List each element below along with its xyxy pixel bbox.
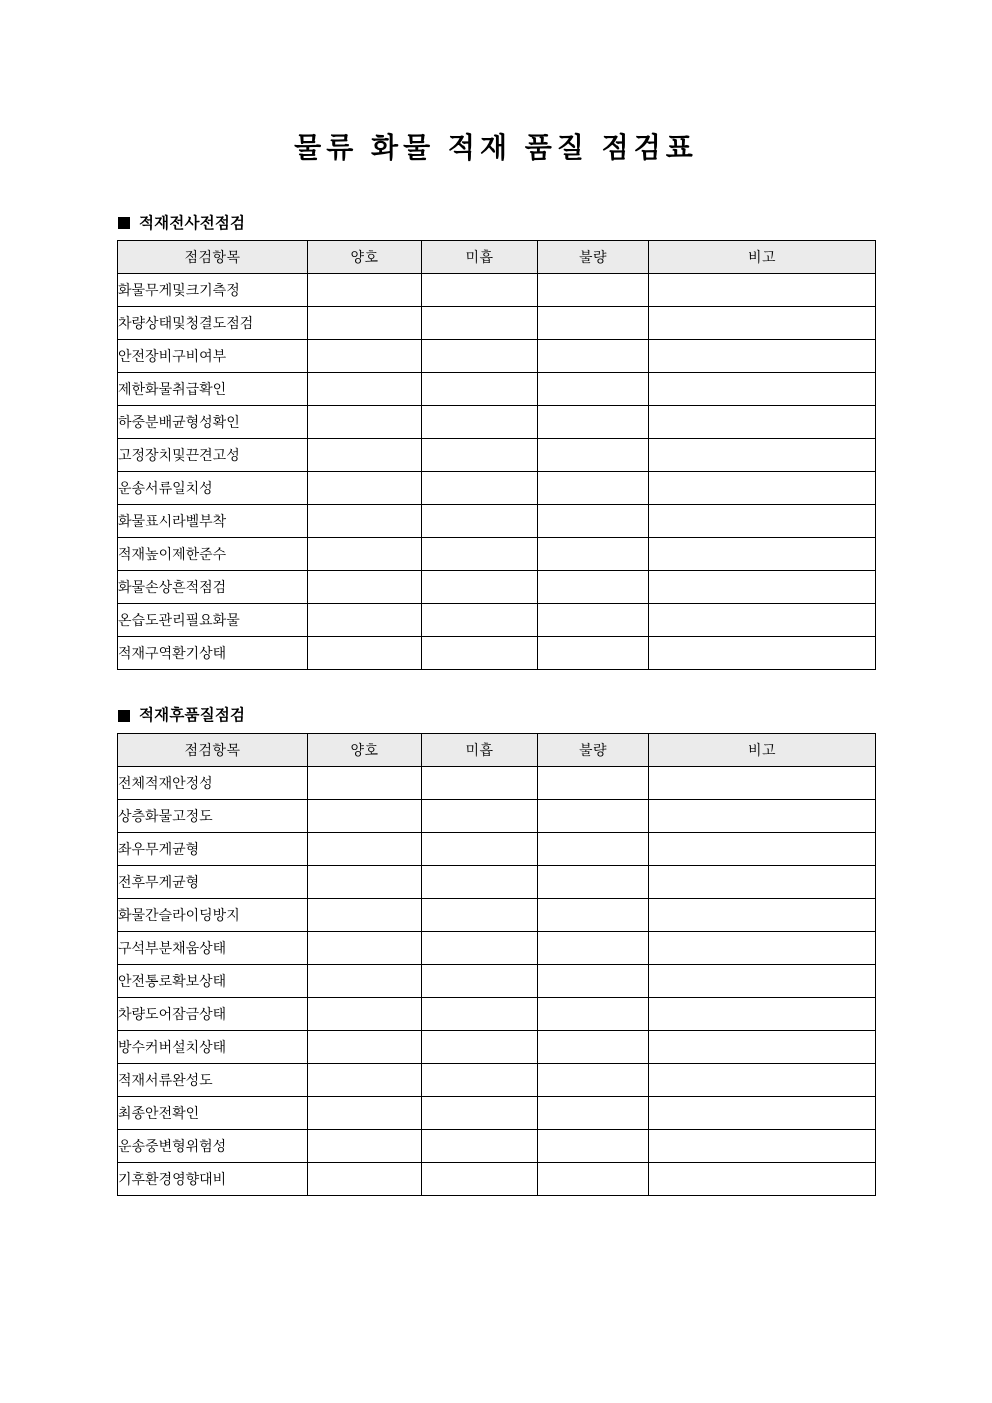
checkbox-cell-poor[interactable] — [538, 1129, 649, 1162]
remark-cell[interactable] — [649, 1129, 876, 1162]
remark-cell[interactable] — [649, 406, 876, 439]
inspection-item-label: 전체적재안정성 — [118, 766, 308, 799]
checkbox-cell-poor[interactable] — [538, 340, 649, 373]
table-row — [118, 538, 876, 571]
inspection-item-label: 적재높이제한준수 — [118, 538, 308, 571]
inspection-item-label: 전후무게균형 — [118, 865, 308, 898]
checkbox-cell-good[interactable] — [308, 406, 422, 439]
checkbox-cell-good[interactable] — [308, 439, 422, 472]
checkbox-cell-good[interactable] — [308, 373, 422, 406]
table-row — [118, 1030, 876, 1063]
table-row — [118, 898, 876, 931]
remark-cell[interactable] — [649, 1030, 876, 1063]
bullet-square-icon — [118, 710, 130, 722]
remark-cell[interactable] — [649, 964, 876, 997]
checkbox-cell-poor[interactable] — [538, 1162, 649, 1195]
table-row — [118, 604, 876, 637]
remark-cell[interactable] — [649, 898, 876, 931]
checkbox-cell-fair[interactable] — [422, 274, 538, 307]
checkbox-cell-fair[interactable] — [422, 571, 538, 604]
checkbox-cell-fair[interactable] — [422, 604, 538, 637]
checkbox-cell-good[interactable] — [308, 964, 422, 997]
section-header — [117, 216, 875, 232]
inspection-item-label: 안전통로확보상태 — [118, 964, 308, 997]
checkbox-cell-fair[interactable] — [422, 898, 538, 931]
remark-cell[interactable] — [649, 274, 876, 307]
checkbox-cell-poor[interactable] — [538, 307, 649, 340]
checkbox-cell-fair[interactable] — [422, 340, 538, 373]
remark-cell[interactable] — [649, 538, 876, 571]
checkbox-cell-fair[interactable] — [422, 865, 538, 898]
remark-cell[interactable] — [649, 604, 876, 637]
remark-cell[interactable] — [649, 1096, 876, 1129]
checkbox-cell-poor[interactable] — [538, 799, 649, 832]
checkbox-cell-fair[interactable] — [422, 997, 538, 1030]
checkbox-cell-good[interactable] — [308, 472, 422, 505]
checkbox-cell-good[interactable] — [308, 274, 422, 307]
checkbox-cell-good[interactable] — [308, 604, 422, 637]
inspection-item-label: 최종안전확인 — [118, 1096, 308, 1129]
checkbox-cell-fair[interactable] — [422, 472, 538, 505]
checkbox-cell-good[interactable] — [308, 1162, 422, 1195]
checkbox-cell-poor[interactable] — [538, 406, 649, 439]
checkbox-cell-poor[interactable] — [538, 637, 649, 670]
remark-cell[interactable] — [649, 832, 876, 865]
checkbox-cell-fair[interactable] — [422, 964, 538, 997]
checkbox-cell-fair[interactable] — [422, 439, 538, 472]
inspection-item-label: 운송중변형위험성 — [118, 1129, 308, 1162]
inspection-item-label: 차량상태및청결도점검 — [118, 307, 308, 340]
remark-cell[interactable] — [649, 571, 876, 604]
checkbox-cell-poor[interactable] — [538, 865, 649, 898]
checkbox-cell-fair[interactable] — [422, 307, 538, 340]
post-loading-checklist-table — [117, 733, 876, 1196]
checkbox-cell-poor[interactable] — [538, 898, 649, 931]
checkbox-cell-good[interactable] — [308, 997, 422, 1030]
table-row — [118, 1162, 876, 1195]
inspection-item-label: 화물손상흔적점검 — [118, 571, 308, 604]
inspection-item-label: 온습도관리필요화물 — [118, 604, 308, 637]
inspection-item-label: 화물무게및크기측정 — [118, 274, 308, 307]
checkbox-cell-fair[interactable] — [422, 505, 538, 538]
inspection-item-label: 운송서류일치성 — [118, 472, 308, 505]
inspection-item-label: 차량도어잠금상태 — [118, 997, 308, 1030]
page-title: 물류 화물 적재 품질 점검표 — [294, 132, 698, 163]
inspection-item-label: 하중분배균형성확인 — [118, 406, 308, 439]
table-row — [118, 1063, 876, 1096]
checkbox-cell-poor[interactable] — [538, 373, 649, 406]
table-row — [118, 637, 876, 670]
table-row — [118, 997, 876, 1030]
remark-cell[interactable] — [649, 439, 876, 472]
inspection-item-label: 구석부분채움상태 — [118, 931, 308, 964]
checkbox-cell-fair[interactable] — [422, 1096, 538, 1129]
table-row — [118, 340, 876, 373]
remark-cell[interactable] — [649, 505, 876, 538]
checkbox-cell-good[interactable] — [308, 931, 422, 964]
column-header-item: 점검항목 — [118, 733, 308, 766]
column-header-item: 점검항목 — [118, 241, 308, 274]
bullet-square-icon — [118, 217, 130, 229]
inspection-item-label: 상층화물고정도 — [118, 799, 308, 832]
remark-cell[interactable] — [649, 340, 876, 373]
column-header-poor: 불량 — [538, 733, 649, 766]
column-header-good: 양호 — [308, 241, 422, 274]
inspection-item-label: 적재서류완성도 — [118, 1063, 308, 1096]
column-header-fair: 미흡 — [422, 733, 538, 766]
checkbox-cell-poor[interactable] — [538, 505, 649, 538]
checkbox-cell-good[interactable] — [308, 538, 422, 571]
section-title: 적재전사전점검 — [139, 214, 246, 232]
table-row — [118, 865, 876, 898]
remark-cell[interactable] — [649, 931, 876, 964]
section-header — [117, 708, 875, 724]
remark-cell[interactable] — [649, 307, 876, 340]
table-row — [118, 307, 876, 340]
inspection-item-label: 제한화물취급확인 — [118, 373, 308, 406]
checkbox-cell-poor[interactable] — [538, 832, 649, 865]
table-row — [118, 1129, 876, 1162]
table-row — [118, 766, 876, 799]
checkbox-cell-poor[interactable] — [538, 439, 649, 472]
inspection-item-label: 적재구역환기상태 — [118, 637, 308, 670]
checkbox-cell-fair[interactable] — [422, 1162, 538, 1195]
checkbox-cell-fair[interactable] — [422, 538, 538, 571]
checkbox-cell-good[interactable] — [308, 571, 422, 604]
remark-cell[interactable] — [649, 766, 876, 799]
checkbox-cell-good[interactable] — [308, 340, 422, 373]
checkbox-cell-fair[interactable] — [422, 406, 538, 439]
checkbox-cell-poor[interactable] — [538, 1030, 649, 1063]
checkbox-cell-good[interactable] — [308, 1129, 422, 1162]
remark-cell[interactable] — [649, 472, 876, 505]
inspection-item-label: 화물간슬라이딩방지 — [118, 898, 308, 931]
section-pre-loading-inspection — [117, 165, 875, 671]
table-row — [118, 571, 876, 604]
table-row — [118, 472, 876, 505]
checkbox-cell-fair[interactable] — [422, 799, 538, 832]
table-row — [118, 1096, 876, 1129]
remark-cell[interactable] — [649, 1063, 876, 1096]
column-header-good: 양호 — [308, 733, 422, 766]
checkbox-cell-good[interactable] — [308, 1030, 422, 1063]
section-title: 적재후품질점검 — [139, 707, 246, 725]
checkbox-cell-poor[interactable] — [538, 1063, 649, 1096]
table-row — [118, 274, 876, 307]
checkbox-cell-good[interactable] — [308, 832, 422, 865]
column-header-poor: 불량 — [538, 241, 649, 274]
checkbox-cell-fair[interactable] — [422, 931, 538, 964]
remark-cell[interactable] — [649, 637, 876, 670]
table-row — [118, 505, 876, 538]
table-row — [118, 799, 876, 832]
column-header-fair: 미흡 — [422, 241, 538, 274]
checkbox-cell-good[interactable] — [308, 637, 422, 670]
checkbox-cell-fair[interactable] — [422, 637, 538, 670]
checkbox-cell-poor[interactable] — [538, 604, 649, 637]
checkbox-cell-poor[interactable] — [538, 571, 649, 604]
inspection-item-label: 고정장치및끈견고성 — [118, 439, 308, 472]
checkbox-cell-fair[interactable] — [422, 766, 538, 799]
inspection-item-label: 화물표시라벨부착 — [118, 505, 308, 538]
remark-cell[interactable] — [649, 373, 876, 406]
checkbox-cell-poor[interactable] — [538, 274, 649, 307]
remark-cell[interactable] — [649, 1162, 876, 1195]
checkbox-cell-poor[interactable] — [538, 538, 649, 571]
table-header-row — [118, 241, 876, 274]
inspection-item-label: 안전장비구비여부 — [118, 340, 308, 373]
remark-cell[interactable] — [649, 865, 876, 898]
checkbox-cell-good[interactable] — [308, 865, 422, 898]
checkbox-cell-fair[interactable] — [422, 1030, 538, 1063]
checkbox-cell-poor[interactable] — [538, 964, 649, 997]
checkbox-cell-poor[interactable] — [538, 1096, 649, 1129]
checkbox-cell-fair[interactable] — [422, 1129, 538, 1162]
inspection-item-label: 좌우무게균형 — [118, 832, 308, 865]
checkbox-cell-fair[interactable] — [422, 832, 538, 865]
table-header-row — [118, 733, 876, 766]
checkbox-cell-good[interactable] — [308, 307, 422, 340]
checkbox-cell-poor[interactable] — [538, 766, 649, 799]
checkbox-cell-good[interactable] — [308, 1096, 422, 1129]
remark-cell[interactable] — [649, 997, 876, 1030]
checkbox-cell-good[interactable] — [308, 505, 422, 538]
checkbox-cell-poor[interactable] — [538, 931, 649, 964]
table-row — [118, 832, 876, 865]
section-post-loading-inspection — [117, 670, 875, 1196]
remark-cell[interactable] — [649, 799, 876, 832]
pre-loading-checklist-table — [117, 240, 876, 670]
checkbox-cell-fair[interactable] — [422, 373, 538, 406]
checkbox-cell-good[interactable] — [308, 1063, 422, 1096]
table-row — [118, 373, 876, 406]
table-row — [118, 439, 876, 472]
inspection-item-label: 방수커버설치상태 — [118, 1030, 308, 1063]
column-header-remark: 비고 — [649, 733, 876, 766]
table-row — [118, 406, 876, 439]
column-header-remark: 비고 — [649, 241, 876, 274]
checkbox-cell-good[interactable] — [308, 766, 422, 799]
checkbox-cell-poor[interactable] — [538, 997, 649, 1030]
table-row — [118, 964, 876, 997]
checkbox-cell-poor[interactable] — [538, 472, 649, 505]
table-row — [118, 931, 876, 964]
inspection-item-label: 기후환경영향대비 — [118, 1162, 308, 1195]
checkbox-cell-fair[interactable] — [422, 1063, 538, 1096]
checkbox-cell-good[interactable] — [308, 898, 422, 931]
checkbox-cell-good[interactable] — [308, 799, 422, 832]
